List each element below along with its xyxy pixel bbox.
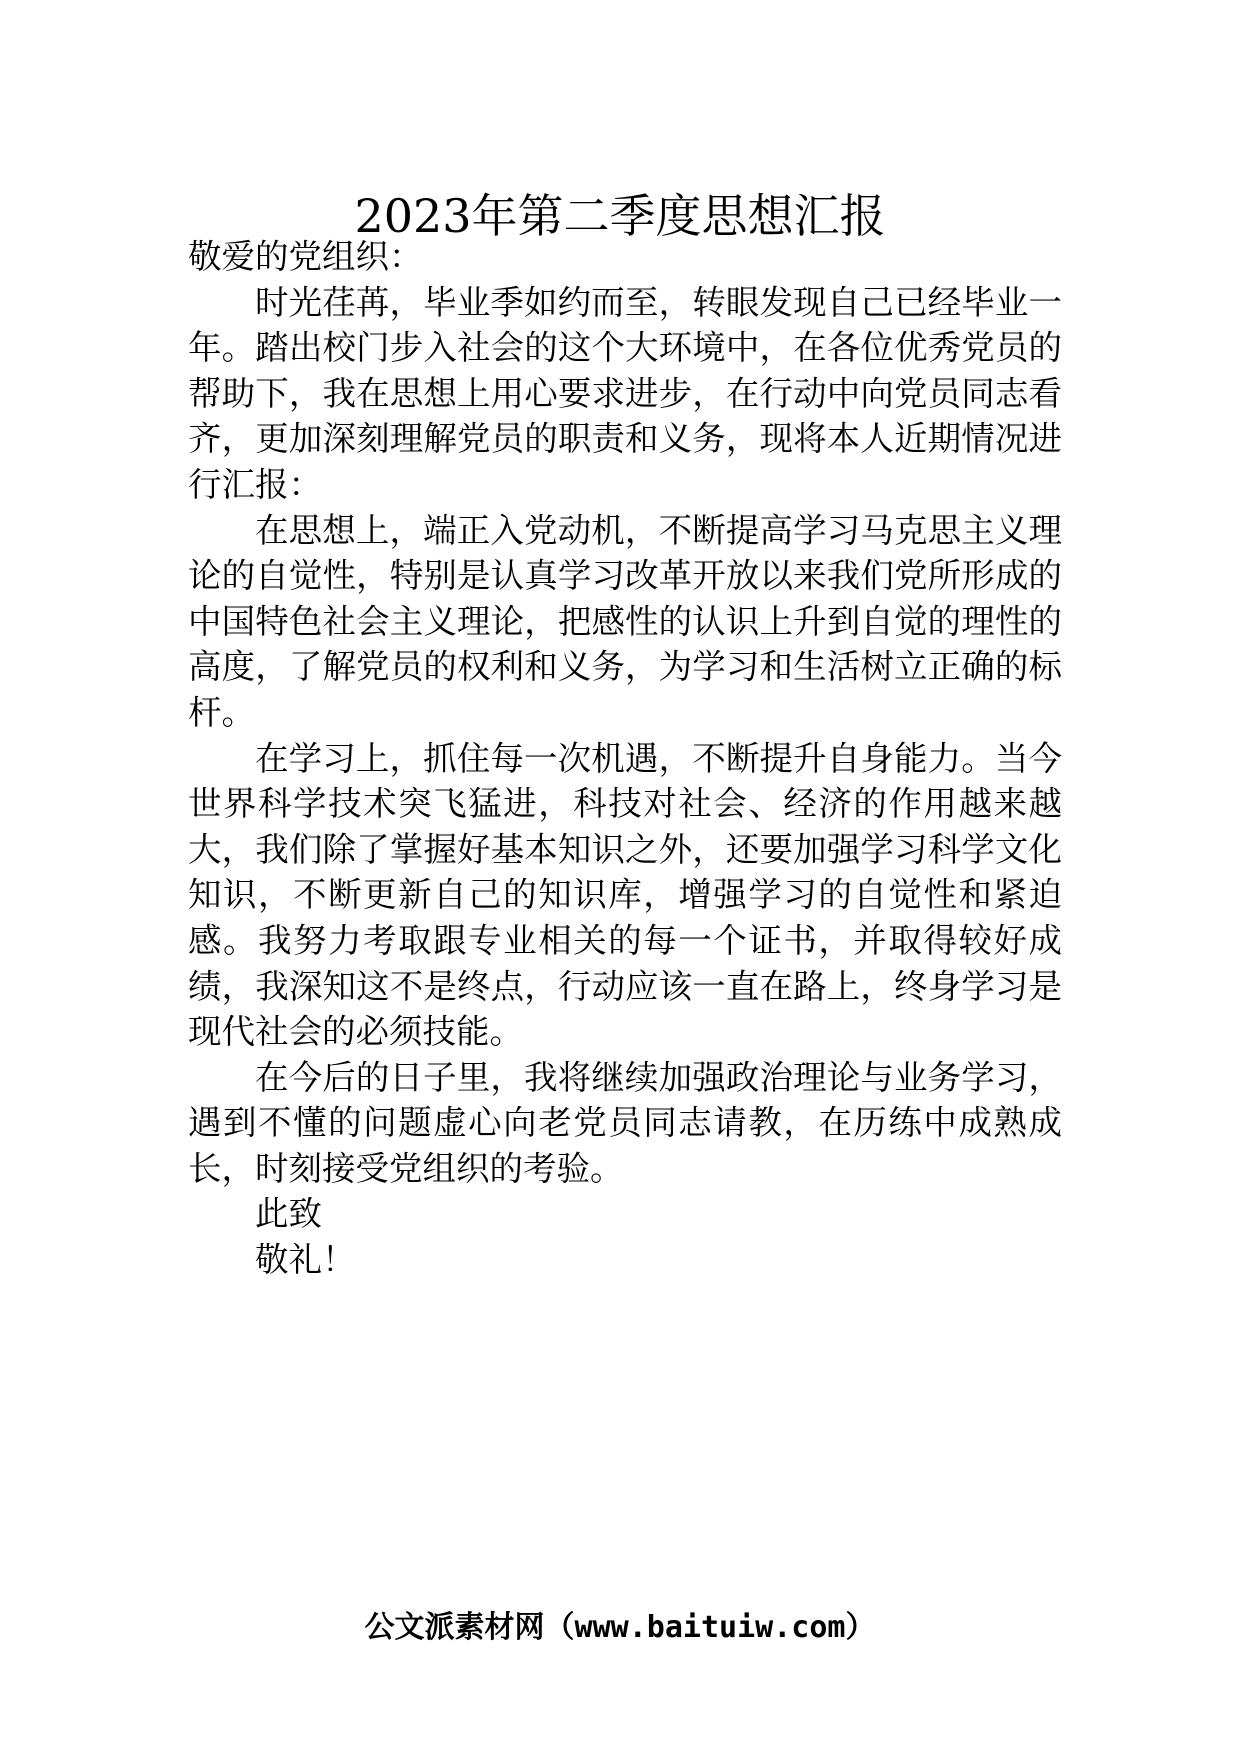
document-title: 2023年第二季度思想汇报 — [354, 189, 886, 243]
paragraph-intro: 时光荏苒，毕业季如约而至，转眼发现自己已经毕业一年。踏出校门步入社会的这个大环境中，在各位优秀党员的帮助下，我在思想上用心要求进步，在行动中向党员同志看齐，更加深刻理解党员的职责和义务，现将本人近期情况进行汇报： — [188, 282, 1062, 504]
document-body — [188, 234, 1062, 1283]
footer-label: 公文派素材网 — [364, 1610, 545, 1645]
salutation: 敬爱的党组织： — [188, 237, 423, 276]
footer-source — [0, 1608, 1240, 1648]
paragraph-thought: 在思想上，端正入党动机，不断提高学习马克思主义理论的自觉性，特别是认真学习改革开放以来我们党所形成的中国特色社会主义理论，把感性的认识上升到自觉的理性的高度，了解党员的权利和义务，为学习和生活树立正确的标杆。 — [188, 510, 1062, 732]
closing-line-2: 敬礼！ — [255, 1240, 356, 1280]
paragraph-study: 在学习上，抓住每一次机遇，不断提升自身能力。当今世界科学技术突飞猛进，科技对社会、经济的作用越来越大，我们除了掌握好基本知识之外，还要加强学习科学文化知识，不断更新自己的知识库，增强学习的自觉性和紧迫感。我努力考取跟专业相关的每一个证书，并取得较好成绩，我深知这不是终点，行动应该一直在路上，终身学习是现代社会的必须技能。 — [188, 738, 1062, 1052]
footer-site: （www.baituiw.com） — [544, 1610, 876, 1645]
paragraph-future: 在今后的日子里，我将继续加强政治理论与业务学习，遇到不懂的问题虚心向老党员同志请教，在历练中成熟成长，时刻接受党组织的考验。 — [188, 1057, 1062, 1188]
closing-line-1: 此致 — [255, 1194, 322, 1234]
